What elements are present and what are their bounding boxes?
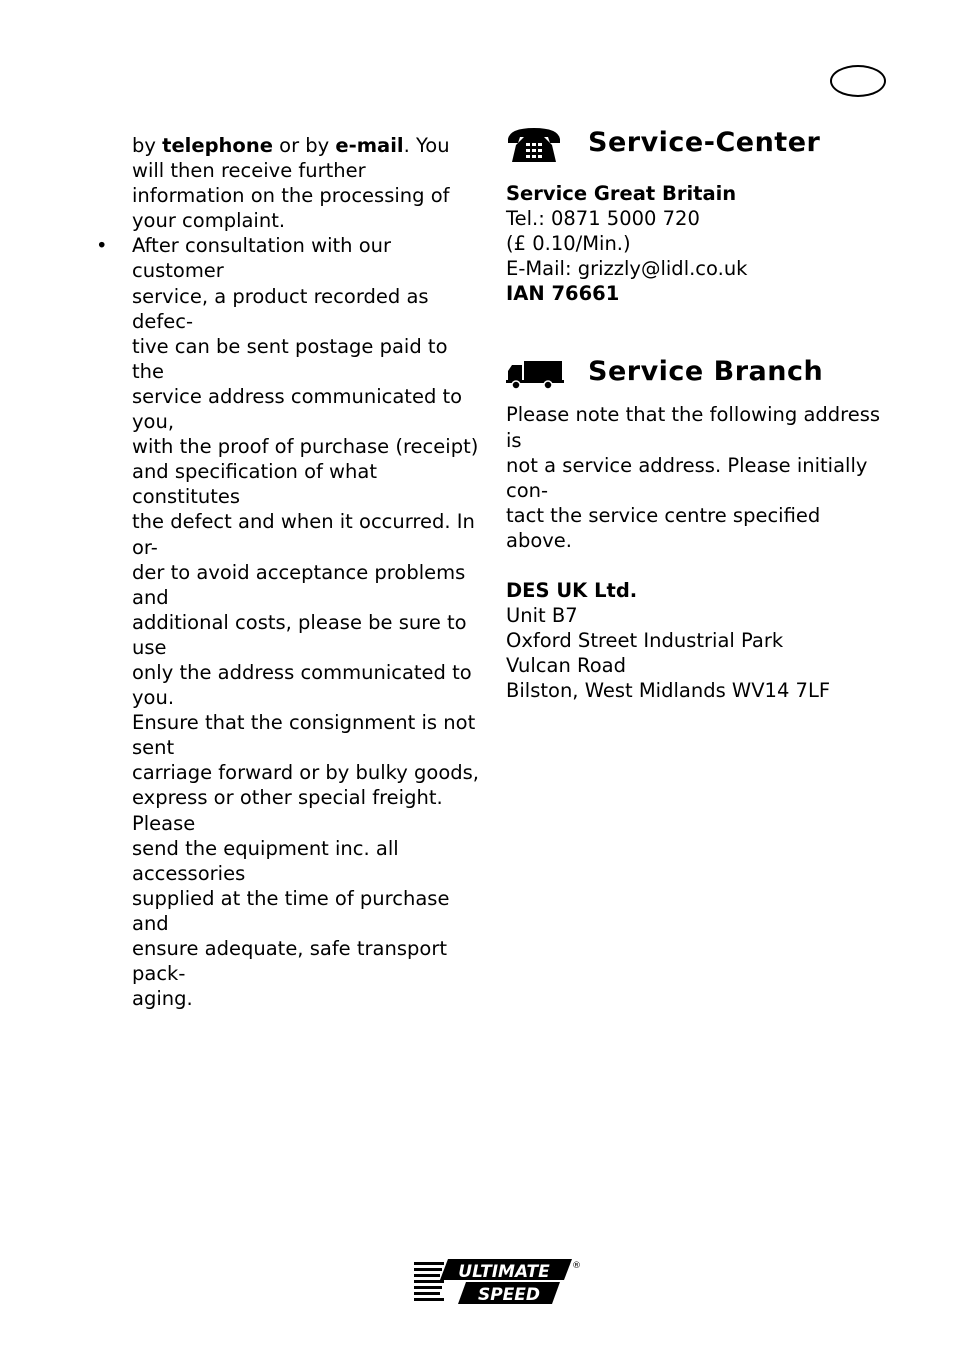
list-item xyxy=(96,233,482,1011)
address-line: Unit B7 xyxy=(506,604,578,628)
left-column xyxy=(96,133,482,1011)
truck-icon xyxy=(506,359,564,397)
text-email: e-mail xyxy=(335,134,404,157)
branch-address xyxy=(506,578,886,703)
bullet-line: the defect and when it occurred. In or- xyxy=(132,510,475,559)
service-branch-title: Service Branch xyxy=(588,356,824,388)
bullet-line: additional costs, please be sure to use xyxy=(132,610,467,659)
right-column xyxy=(506,120,886,704)
bullet-line: and specification of what constitutes xyxy=(132,460,377,509)
service-center-heading xyxy=(506,120,886,168)
note-line: tact the service centre specified above. xyxy=(506,503,821,552)
text-or-by: or by xyxy=(272,134,336,157)
bullet-line: supplied at the time of purchase and xyxy=(132,886,450,935)
address-line: Bilston, West Midlands WV14 7LF xyxy=(506,679,831,703)
text-continuation-rest: . You will then receive further information on the processing of your complaint. xyxy=(132,134,450,233)
text-by: by xyxy=(132,134,163,157)
bullet-line: tive can be sent postage paid to the xyxy=(132,334,448,383)
text-telephone: telephone xyxy=(162,134,273,157)
bullet-line: express or other special freight. Please xyxy=(132,786,443,835)
bullet-text xyxy=(132,233,482,1011)
bullet-line: After consultation with our customer xyxy=(132,234,391,283)
bullet-line: service address communicated to you, xyxy=(132,384,463,434)
address-line: Vulcan Road xyxy=(506,654,626,678)
bullet-line: Ensure that the consignment is not sent xyxy=(132,711,476,760)
service-branch-note xyxy=(506,402,886,553)
service-name: Service Great Britain xyxy=(506,182,737,205)
ultimate-speed-logo xyxy=(414,1256,580,1311)
note-line: not a service address. Please initially con- xyxy=(506,453,868,502)
logo-line1: ULTIMATE xyxy=(458,1262,550,1282)
logo-registered-mark: ® xyxy=(572,1261,581,1271)
service-tel: Tel.: 0871 5000 720 xyxy=(506,207,700,231)
address-line: Oxford Street Industrial Park xyxy=(506,629,784,653)
bullet-line: der to avoid acceptance problems and xyxy=(132,560,466,609)
bullet-line: aging. xyxy=(132,987,193,1011)
bullet-symbol: • xyxy=(96,234,108,258)
service-center-title: Service-Center xyxy=(588,127,821,158)
service-branch-heading xyxy=(506,349,886,397)
bullet-line: service, a product recorded as defec- xyxy=(132,284,429,333)
service-center-details xyxy=(506,181,886,306)
bullet-line: only the address communicated to you. xyxy=(132,660,472,710)
service-ian: IAN 76661 xyxy=(506,282,620,306)
service-email: E-Mail: grizzly@lidl.co.uk xyxy=(506,257,748,281)
bullet-line: ensure adequate, safe transport pack- xyxy=(132,937,447,986)
telephone-icon xyxy=(506,126,562,170)
bullet-line: with the proof of purchase (receipt) xyxy=(132,435,479,459)
service-rate: (£ 0.10/Min.) xyxy=(506,232,631,256)
logo-line2: SPEED xyxy=(477,1285,541,1305)
language-badge xyxy=(830,65,886,97)
bullet-line: carriage forward or by bulky goods, xyxy=(132,761,479,785)
continuation-paragraph xyxy=(132,133,482,233)
bullet-line: send the equipment inc. all accessories xyxy=(132,836,399,885)
note-line: Please note that the following address is xyxy=(506,403,881,452)
company-name: DES UK Ltd. xyxy=(506,579,638,603)
